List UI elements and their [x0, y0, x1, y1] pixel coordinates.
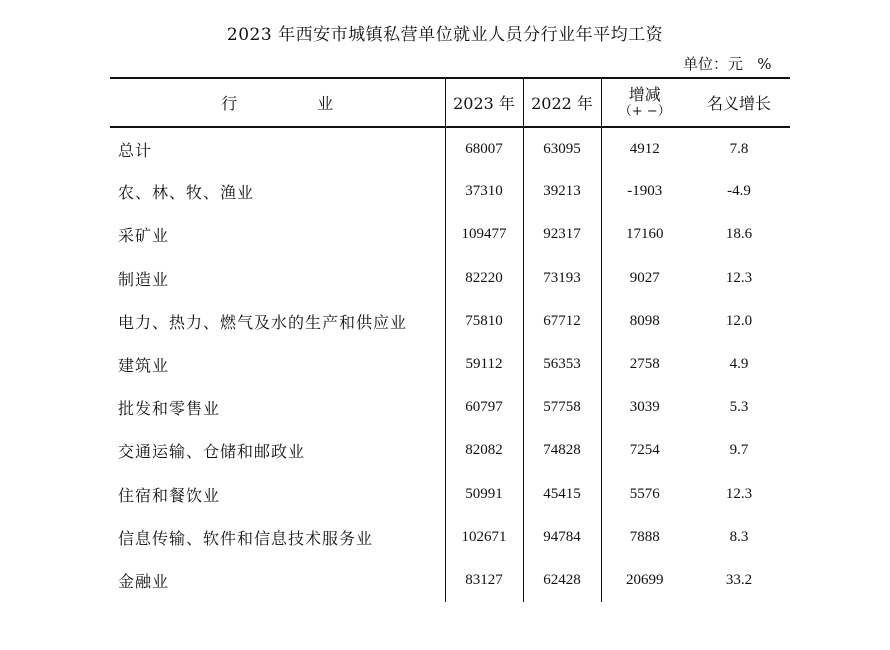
value-2022-cell: 56353 [523, 343, 601, 386]
value-2022-cell: 73193 [523, 257, 601, 300]
value-2022-cell: 63095 [523, 127, 601, 170]
value-2023-cell: 68007 [445, 127, 523, 170]
value-2023-cell: 82220 [445, 257, 523, 300]
value-2022-cell: 92317 [523, 213, 601, 256]
value-2023-cell: 102671 [445, 516, 523, 559]
value-2023-cell: 59112 [445, 343, 523, 386]
growth-cell: 33.2 [725, 571, 753, 588]
value-2023-cell: 83127 [445, 559, 523, 602]
header-change [601, 78, 688, 127]
industry-cell: 信息传输、软件和信息技术服务业 [118, 528, 374, 548]
table-row [110, 559, 790, 602]
value-2023-cell: 37310 [445, 170, 523, 213]
industry-cell: 建筑业 [118, 356, 170, 376]
header-industry-char1: 行 [221, 94, 238, 113]
header-industry [110, 78, 445, 127]
industry-cell: 电力、热力、燃气及水的生产和供应业 [118, 312, 408, 332]
table-body [110, 127, 790, 602]
header-industry-char2: 业 [317, 94, 334, 113]
change-cell: -1903 [601, 170, 688, 213]
value-2023-cell: 109477 [445, 213, 523, 256]
growth-cell: 18.6 [725, 226, 753, 243]
industry-cell: 总计 [118, 140, 153, 160]
value-2022-cell: 94784 [523, 516, 601, 559]
value-2023-cell: 50991 [445, 473, 523, 516]
change-cell: 8098 [601, 300, 688, 343]
growth-cell: 12.3 [725, 269, 753, 286]
growth-cell: 8.3 [729, 528, 749, 545]
header-2023: 2023 年 [445, 78, 523, 127]
change-cell: 5576 [601, 473, 688, 516]
value-2022-cell: 62428 [523, 559, 601, 602]
header-2022: 2022 年 [523, 78, 601, 127]
growth-cell: -4.9 [727, 183, 751, 200]
growth-cell: 7.8 [729, 140, 749, 157]
header-change-label: 增减 [628, 84, 661, 104]
growth-cell: 4.9 [729, 356, 749, 373]
change-cell: 9027 [601, 257, 688, 300]
unit-note: 单位：元 % [683, 55, 772, 73]
table-row [110, 343, 790, 386]
table-row [110, 473, 790, 516]
wage-table [110, 77, 790, 602]
table-row [110, 386, 790, 429]
industry-cell: 批发和零售业 [118, 399, 221, 419]
change-cell: 3039 [601, 386, 688, 429]
table-row [110, 429, 790, 472]
value-2022-cell: 57758 [523, 386, 601, 429]
table-row [110, 170, 790, 213]
industry-cell: 制造业 [118, 269, 170, 289]
value-2023-cell: 60797 [445, 386, 523, 429]
header-growth: 名义增长 [688, 78, 790, 127]
value-2023-cell: 75810 [445, 300, 523, 343]
value-2023-cell: 82082 [445, 429, 523, 472]
industry-cell: 农、林、牧、渔业 [118, 183, 255, 203]
table-header [110, 78, 790, 127]
table-row [110, 257, 790, 300]
growth-cell: 12.3 [725, 485, 753, 502]
value-2022-cell: 67712 [523, 300, 601, 343]
value-2022-cell: 74828 [523, 429, 601, 472]
industry-cell: 采矿业 [118, 226, 170, 246]
table-row [110, 213, 790, 256]
change-cell: 17160 [601, 213, 688, 256]
industry-cell: 住宿和餐饮业 [118, 485, 221, 505]
growth-cell: 12.0 [725, 312, 753, 329]
table-row [110, 516, 790, 559]
industry-cell: 金融业 [118, 571, 170, 591]
table-row [110, 300, 790, 343]
table-row [110, 127, 790, 170]
growth-cell: 9.7 [729, 442, 749, 459]
change-cell: 7888 [601, 516, 688, 559]
change-cell: 20699 [601, 559, 688, 602]
change-cell: 2758 [601, 343, 688, 386]
value-2022-cell: 39213 [523, 170, 601, 213]
page-title: 2023 年西安市城镇私营单位就业人员分行业年平均工资 [226, 25, 664, 45]
change-cell: 4912 [601, 127, 688, 170]
industry-cell: 交通运输、仓储和邮政业 [118, 442, 306, 462]
change-cell: 7254 [601, 429, 688, 472]
growth-cell: 5.3 [729, 399, 749, 416]
value-2022-cell: 45415 [523, 473, 601, 516]
header-change-sign: （+ −） [618, 103, 671, 119]
